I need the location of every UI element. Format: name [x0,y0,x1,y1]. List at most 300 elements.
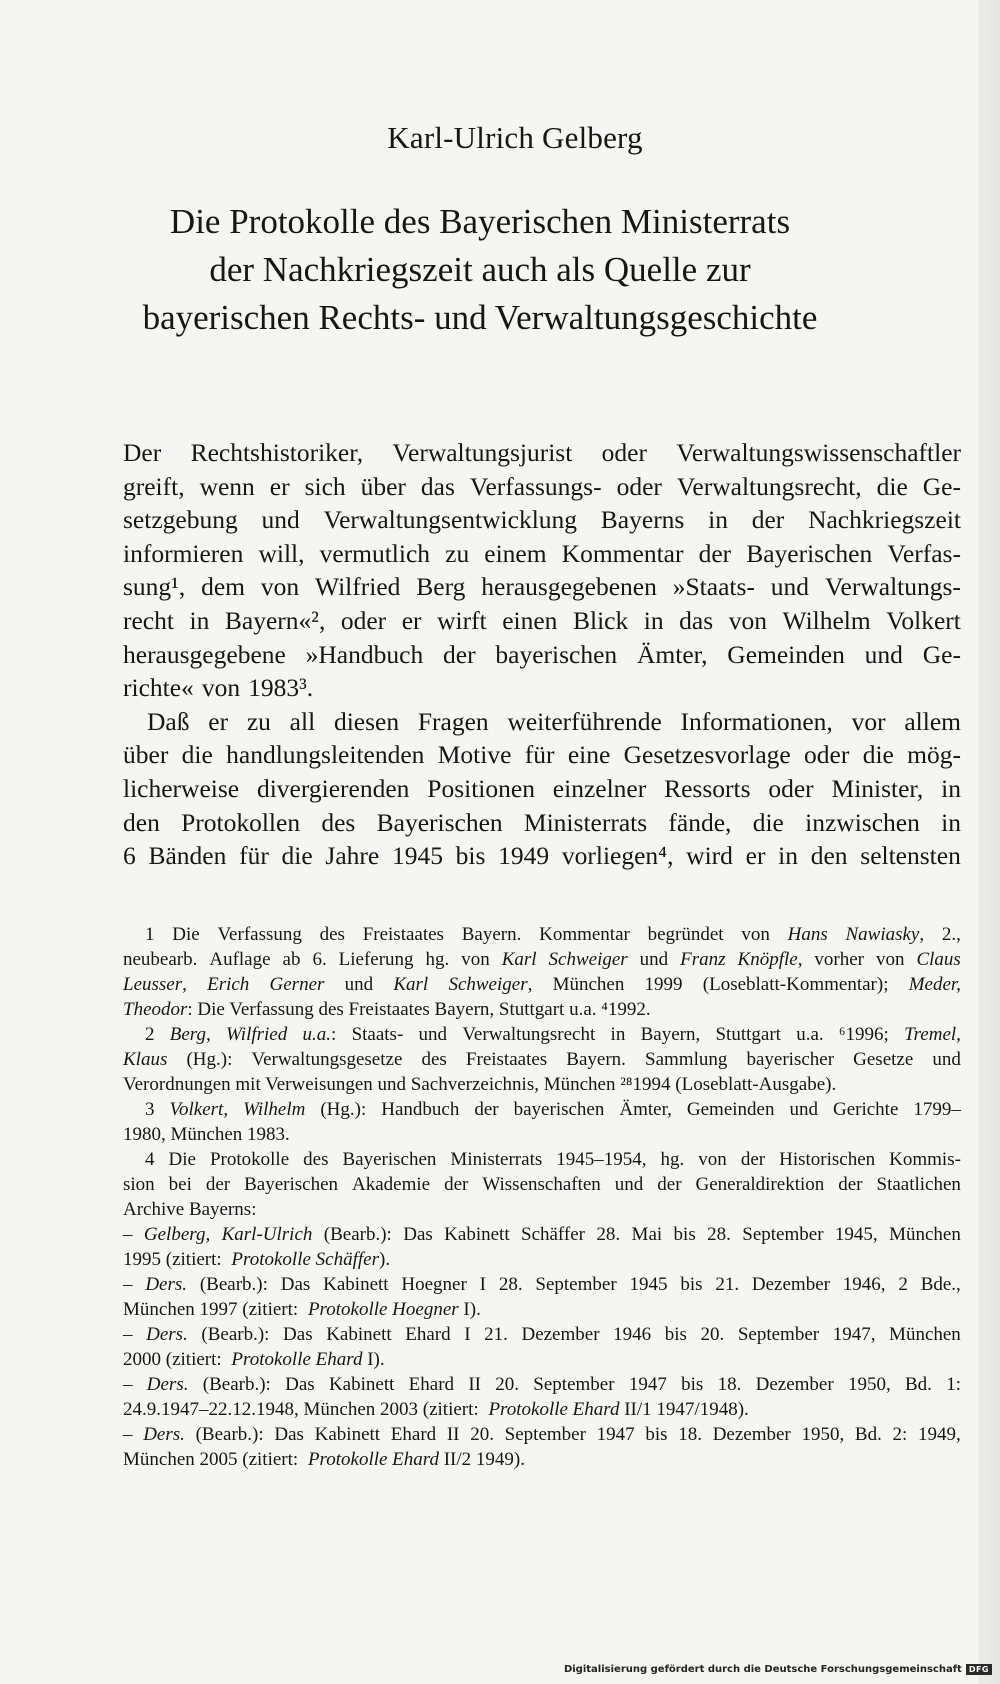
footnote-word: – [123,1274,133,1295]
body-word: 6 [123,841,136,871]
footnote-word: 21. [715,1274,740,1295]
footnote-word: 1950, [801,1424,845,1445]
digitization-footer [564,1664,992,1675]
footnote-word: bis [673,1224,696,1245]
footnote-text: II/1 1947/1948). [619,1399,749,1420]
body-word: Protokollen [181,807,301,837]
footnote-word: Bd. [854,1424,882,1445]
footnote-word: der [444,1174,469,1195]
footnote-word: und [789,1099,818,1120]
footnote-word: 1 [145,924,155,945]
body-line [123,570,961,604]
footnote-word: 18. [678,1424,702,1445]
footnote-word: Ehard [390,1424,437,1445]
footnote-word: Dezember [712,1424,791,1445]
body-word: Verwaltungswissenschaftler [676,438,961,467]
body-word: licherweise [123,773,240,803]
body-word: oder [601,438,647,467]
body-line [123,738,961,772]
footnote-word: ab [282,949,301,970]
footnote-word: Tremel, [904,1024,961,1045]
body-word: zu [445,538,470,568]
body-word: sung¹, [123,572,186,602]
footnote-word: 1950, [847,1374,891,1395]
footnote-text: München 2005 (zitiert: [123,1449,303,1470]
footnote-word: Volkert, [169,1099,229,1120]
body-word: divergierenden [256,773,410,803]
footnote-line [123,997,961,1022]
footnote-word: bis [681,1374,704,1395]
footnote-word: Dezember [521,1324,600,1345]
body-word: in [778,841,798,871]
footnote-word: und [418,1024,448,1045]
footnote-text: 1995 (zitiert: [123,1249,227,1270]
footnote-word: Leusser, [123,974,187,995]
footnote-word: Ministerrats [450,1149,543,1170]
body-line [123,806,961,840]
footnote-word: Franz [680,949,726,970]
footnote-word: – [123,1424,133,1445]
body-line [123,503,961,537]
body-word: von [728,605,767,635]
footnote-word: München [552,974,625,995]
body-word: und [770,572,810,602]
footnote-word: Schweiger, [448,974,533,995]
body-word: Minister, [831,773,924,803]
body-word: setzgebung [123,505,238,535]
footnote-text: München 1997 (zitiert: [123,1299,303,1320]
body-word: die [181,740,213,770]
footnote-word: bayerischer [746,1049,835,1070]
body-word: in [941,807,961,837]
body-word: inzwischen [805,807,920,837]
footnote-word: Historischen [779,1149,876,1170]
body-word: Bayerischen [746,538,873,568]
footnote-word: Verfassung [217,924,302,945]
footnote-word: (Bearb.): [199,1274,268,1295]
body-line [123,436,961,470]
footnote-word: 1946, [842,1274,886,1295]
body-word: diesen [333,706,400,736]
footnote-word: 2., [941,924,961,945]
footnote-word: 1947 [596,1424,635,1445]
footnote-word: Kabinett [323,1274,389,1295]
footnote-line [123,947,961,972]
footnote-word: Klaus [123,1049,168,1070]
footnote-word: Staatlichen [876,1174,961,1195]
body-word: der [698,538,732,568]
footnote-word: Schäffer [521,1224,586,1245]
footnote-word: Das [283,1324,313,1345]
footnote-word: Gesetze [853,1049,914,1070]
footnote-line [123,1272,961,1297]
body-word: Bayern«², [224,605,326,635]
body-word: sich [304,471,346,501]
footnote-word: Die [168,1149,196,1170]
footnote-line [123,1322,961,1347]
body-word: in [708,505,728,535]
footnote-line [123,972,961,997]
body-word: Blick [572,605,629,635]
body-word: Der [123,438,162,467]
footnote-word: Ders. [146,1324,188,1345]
footnote-text: : Die Verfassung des Freistaates Bayern, Stuttgart u.a. ⁴1992. [187,999,651,1020]
body-word: er [745,841,766,871]
body-word: mög- [907,740,961,770]
body-word: Motive [437,740,512,770]
footnote-word: und [639,949,669,970]
footnote-word: u.a. [796,1024,824,1045]
body-word: die [876,471,908,501]
body-word: einen [502,605,558,635]
body-word: den [123,807,160,837]
footnote-word: (Bearb.): [195,1424,264,1445]
footnote-word: in [610,1024,626,1045]
footnote-word: und [614,1174,644,1195]
footnote-word: der [657,1174,682,1195]
footnote-word: Mai [631,1224,663,1245]
body-word: herausgegebene [123,639,286,669]
body-word: Jahre [325,841,380,871]
body-word: Berg [416,572,466,602]
footnote-word: 1945 [629,1274,668,1295]
footnote-word: Dezember [751,1274,830,1295]
footnote-word: I [479,1274,486,1295]
footnote-word: Wilhelm [243,1099,306,1120]
footnote-word: hg. [660,1149,685,1170]
body-word: vermutlich [319,538,431,568]
footnote-text: Archive Bayerns: [123,1199,257,1220]
footnote-word: Schweiger [548,949,628,970]
footnote-word: von [461,949,490,970]
body-word: Fragen [417,706,489,736]
footnote-word: (Loseblatt-Kommentar); [702,974,889,995]
body-word: Verwaltungsrecht, [676,471,862,501]
footnote-word: 1947 [628,1374,667,1395]
footnote-word: II [446,1424,460,1445]
footnote-word: Verwaltungsgesetze [251,1049,403,1070]
footnote-word: Generaldirektion [695,1174,825,1195]
footnote-word: Karl [501,949,537,970]
footnote-word: I [464,1324,471,1345]
footnote-word: Karl-Ulrich [221,1224,313,1245]
footnote-line [123,1247,961,1272]
body-line [123,537,961,571]
title-line: bayerischen Rechts- und Verwaltungsgeschichte [142,298,818,337]
footnote-word: Kabinett [444,1224,510,1245]
footnote-word: Das [285,1374,315,1395]
footnote-word: (Hg.): [320,1099,367,1120]
footnote-text: Verordnungen mit Verweisungen und Sachverzeichnis, München ²⁸1994 (Loseblatt-Ausgabe). [123,1074,837,1095]
footnote-word: begründet [647,924,724,945]
footnote-word: Das [274,1424,304,1445]
body-word: Ge- [922,471,961,501]
body-word: fände, [668,807,732,837]
body-word: 1949 [498,841,550,871]
body-word: der [443,639,476,669]
footnote-word: Knöpfle, [737,949,803,970]
body-line [123,772,961,806]
footnote-word: (Bearb.): [202,1374,271,1395]
footnote-word: 2 [145,1024,155,1045]
footnote-line [123,1447,961,1472]
footnote-word: September [535,1274,617,1295]
footnote-word: Die [172,924,200,945]
footnote-word: Gerner [269,974,325,995]
footnote-word: 1949, [918,1424,961,1445]
footnote-word: Wissenschaften [482,1174,601,1195]
footnote-word: 1: [946,1374,961,1395]
body-word: »Staats- [672,572,755,602]
body-word: will, [258,538,305,568]
body-word: vorliegen⁴, [561,841,674,871]
dfg-logo: DFG [966,1664,992,1675]
footnote-word: (Bearb.): [201,1324,270,1345]
footnote-line [123,1422,961,1447]
footnote-line [123,1072,961,1097]
body-word: er [269,471,290,501]
footnote-word: Bayerischen [342,1149,437,1170]
body-word: weiterführende [507,706,662,736]
body-word: Wilhelm [782,605,871,635]
body-word: in [189,605,210,635]
footnote-word: September [533,1374,615,1395]
body-word: in [941,773,961,803]
body-word: wirft [437,605,487,635]
footnote-word: Dezember [755,1374,834,1395]
body-word: Bayerischen [376,807,503,837]
body-word: er [401,605,422,635]
footnote-word: 20. [495,1374,520,1395]
article-title [40,198,920,342]
body-word: Rechtshistoriker, [190,438,364,467]
body-word: einem [484,538,547,568]
footnote-word: Freistaates [362,924,444,945]
body-word: »Handbuch [305,639,424,669]
body-word: Ressorts [664,773,751,803]
footnote-text: 2000 (zitiert: [123,1349,227,1370]
footnote-word: Ders. [146,1374,189,1395]
body-word: die [281,841,313,871]
body-word: von [260,572,300,602]
footnote-italic-text: Protokolle Ehard [307,1449,439,1470]
body-word: dem [201,572,245,602]
footnote-word: von [698,1149,727,1170]
footnote-word: Kabinett [326,1324,392,1345]
body-line [123,638,961,672]
footnote-line [123,1372,961,1397]
footnote-word: September [504,1424,586,1445]
footnote-word: 1946 [613,1324,652,1345]
footnote-word: Stuttgart [715,1024,781,1045]
footnote-line [123,1297,961,1322]
footnote-word: Berg, [169,1024,211,1045]
footnote-word: u.a.: [302,1024,337,1045]
footnote-word: 1945–1954, [556,1149,647,1170]
body-word: Ge- [922,639,961,669]
footnote-word: Ämter, [619,1099,672,1120]
footnote-text: I). [362,1349,385,1370]
body-word: des [321,807,356,837]
footnote-word: von [741,924,770,945]
page-edge [978,0,1000,1684]
title-line: der Nachkriegszeit auch als Quelle zur [209,250,751,289]
footnote-word: von [875,949,905,970]
footnote-line [123,1197,961,1222]
footnote-italic-text: Protokolle Ehard [231,1349,363,1370]
body-text [123,436,961,873]
footnote-word: der [205,1174,231,1195]
body-line [123,604,961,638]
footnote-word: September [737,1324,820,1345]
footnote-line [123,1147,961,1172]
body-word: Gemeinden [727,639,845,669]
footnote-word: Lieferung [338,949,414,970]
footnote-italic-text: Protokolle Schäffer [231,1249,379,1270]
footnote-line [123,1097,961,1122]
footnote-word: und [932,1049,961,1070]
footnote-word: des [319,924,345,945]
footnote-word: Ehard [408,1374,455,1395]
footnote-word: 1947, [832,1324,876,1345]
footnote-word: Sammlung [645,1049,728,1070]
footnote-word: des [303,1149,329,1170]
body-word: richte« [123,673,194,703]
footnote-text: 24.9.1947–22.12.1948, München 2003 (zitiert: [123,1399,484,1420]
footnote-word: September [742,1224,824,1245]
footnote-word: (Bearb.): [323,1224,392,1245]
footnote-word: 20. [470,1424,494,1445]
body-word: all [289,706,316,736]
body-word: über [123,740,169,770]
footnote-word: 20. [700,1324,725,1345]
footnote-word: Das [280,1274,311,1295]
footnote-word: vorher [814,949,864,970]
footnote-word: bis [645,1424,668,1445]
body-line [123,671,961,705]
title-line: Die Protokolle des Bayerischen Ministerrats [169,202,791,241]
body-word: handlungsleitenden [226,740,425,770]
footnote-word: 4 [145,1149,155,1170]
footnote-italic-text: Theodor [123,999,188,1020]
footnote-word: 28. [596,1224,621,1245]
footnote-word: Das [403,1224,433,1245]
footnote-word: Wilfried [226,1024,288,1045]
body-word: von [201,673,241,703]
footnote-line [123,1172,961,1197]
footnote-word: 28. [707,1224,731,1245]
footnote-line [123,1397,961,1422]
footnote-word: 1945, [834,1224,878,1245]
footnote-word: Protokolle [209,1149,290,1170]
footnote-word: Kabinett [314,1424,381,1445]
footnote-word: Kabinett [328,1374,395,1395]
body-word: und [864,639,903,669]
footnote-word: 18. [717,1374,742,1395]
footnote-word: bis [664,1324,687,1345]
body-word: 1945 [391,841,443,871]
footnote-word: Bayern. [461,924,522,945]
body-word: das [679,605,714,635]
footnote-word: Hoegner [401,1274,467,1295]
body-word: informieren [123,538,244,568]
footnote-word: Hans [787,924,828,945]
body-word: zu [246,706,271,736]
body-word: recht [123,605,174,635]
body-word: er [208,706,229,736]
body-word: Wilfried [315,572,401,602]
footnote-word: Freistaates [465,1049,548,1070]
body-line [123,705,961,739]
footnote-word: 3 [145,1099,155,1120]
footnote-word: Ders. [145,1274,188,1295]
body-word: bis [455,841,486,871]
body-line [123,470,961,504]
body-word: über [360,471,406,501]
footnote-word: – [123,1374,133,1395]
body-word: Positionen [427,773,535,803]
body-word: 1983³. [248,673,314,703]
footnote-word: Bd. [905,1374,932,1395]
body-word: bayerischen [495,639,618,669]
body-word: Daß [147,706,190,736]
footnote-line [123,1347,961,1372]
body-word: in [643,605,664,635]
footnote-word: 2 [898,1274,908,1295]
body-word: oder [340,605,387,635]
body-word: für [239,841,269,871]
footnote-word: München [889,1224,961,1245]
footnote-italic-text: Protokolle Hoegner [307,1299,459,1320]
body-line [123,839,961,873]
footnote-word: bis [680,1274,703,1295]
footnote-text: I). [458,1299,481,1320]
footnote-line [123,1222,961,1247]
footnote-text: II/2 1949). [438,1449,525,1470]
footnote-text: ). [379,1249,391,1270]
footnote-word: Karl [393,974,429,995]
body-word: oder [768,773,814,803]
footnote-word: 6. [312,949,327,970]
footnote-word: Auflage [209,949,271,970]
footnote-word: hg. [425,949,450,970]
footnote-word: Claus [916,949,961,970]
body-word: vor [851,706,886,736]
footnote-word: Kommentar [539,924,630,945]
body-word: Kommentar [561,538,684,568]
body-word: Verwaltungsentwicklung [323,505,578,535]
body-word: Ämter, [636,639,708,669]
footnote-word: Bayerischen [244,1174,339,1195]
footnote-word: bayerischen [513,1099,605,1120]
footnote-word: Bayern. [566,1049,626,1070]
body-word: Verwaltungsjurist [392,438,573,467]
footnote-word: (Hg.): [186,1049,233,1070]
footnote-text: 1980, München 1983. [123,1124,290,1145]
footnote-word: des [421,1049,447,1070]
body-word: den [810,841,848,871]
body-word: Verfas- [887,538,961,568]
body-word: herausgegebenen [481,572,657,602]
footnote-word: Handbuch [381,1099,460,1120]
footnote-word: 1999 [644,974,683,995]
body-word: Bänden [148,841,227,871]
body-word: die [752,807,784,837]
body-word: wenn [199,471,255,501]
footnote-word: bei [168,1174,192,1195]
footnote-word: Gemeinden [686,1099,775,1120]
body-word: Nachkriegszeit [808,505,961,535]
